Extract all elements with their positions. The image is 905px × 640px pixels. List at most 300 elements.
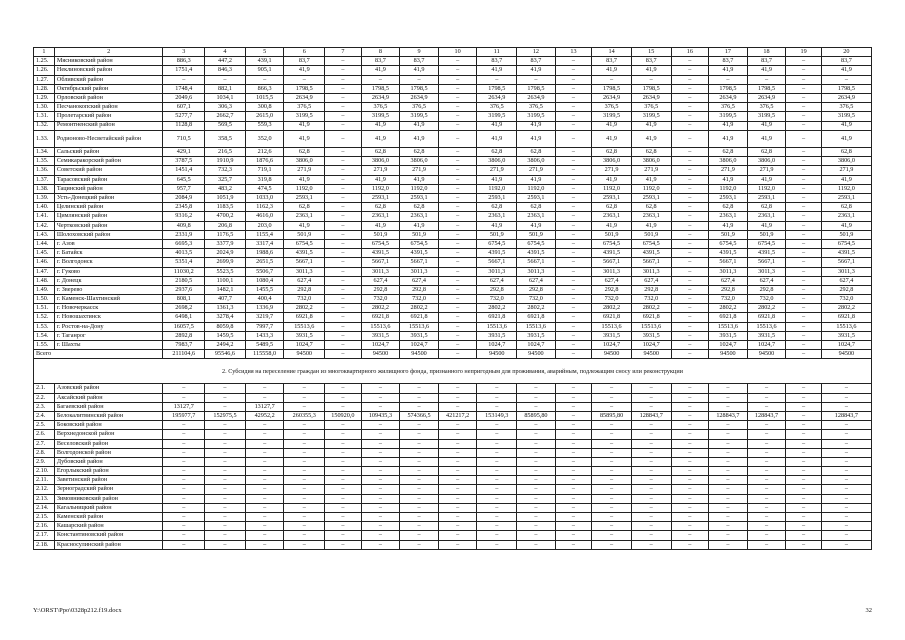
table-cell: 6921,8 bbox=[631, 313, 671, 322]
table-cell: – bbox=[631, 540, 671, 549]
table-cell: 62,8 bbox=[477, 148, 517, 157]
table-cell: 2802,2 bbox=[747, 304, 786, 313]
row-number: 2.2. bbox=[34, 393, 55, 402]
table-cell: 1798,5 bbox=[592, 84, 632, 93]
table-cell: 2634,9 bbox=[747, 93, 786, 102]
table-cell: – bbox=[786, 267, 821, 276]
table-cell: 1155,4 bbox=[245, 230, 284, 239]
total-row bbox=[34, 350, 872, 359]
table-cell: – bbox=[786, 384, 821, 393]
table-cell: 6754,5 bbox=[477, 239, 517, 248]
table-cell: – bbox=[284, 531, 325, 540]
table-cell: – bbox=[747, 467, 786, 476]
table-cell: – bbox=[709, 503, 748, 512]
table-cell: – bbox=[709, 439, 748, 448]
table-cell: – bbox=[555, 430, 592, 439]
table-cell: – bbox=[821, 421, 871, 430]
table-cell: 1336,9 bbox=[245, 304, 284, 313]
row-label: г. Батайск bbox=[54, 249, 163, 258]
table-cell: 2634,9 bbox=[592, 93, 632, 102]
table-cell: – bbox=[592, 467, 632, 476]
table-row bbox=[34, 84, 872, 93]
table-cell: 627,4 bbox=[361, 276, 400, 285]
row-label: г. Ростов-на-Дону bbox=[54, 322, 163, 331]
table-cell: 41,9 bbox=[361, 66, 400, 75]
table-cell: 1192,0 bbox=[631, 184, 671, 193]
table-cell: 2802,2 bbox=[361, 304, 400, 313]
table-cell: 2363,1 bbox=[592, 212, 632, 221]
table-cell: – bbox=[555, 457, 592, 466]
table-cell: 41,9 bbox=[400, 175, 439, 184]
table-cell: – bbox=[163, 393, 205, 402]
table-cell: – bbox=[709, 402, 748, 411]
table-cell: – bbox=[325, 121, 362, 130]
table-cell: – bbox=[205, 503, 246, 512]
table-cell: – bbox=[671, 322, 709, 331]
table-cell: – bbox=[592, 531, 632, 540]
table-cell: 376,5 bbox=[284, 103, 325, 112]
table-cell: – bbox=[555, 402, 592, 411]
table-cell: – bbox=[786, 411, 821, 420]
table-cell: – bbox=[786, 249, 821, 258]
table-cell: 2363,1 bbox=[821, 212, 871, 221]
table-cell: – bbox=[361, 503, 400, 512]
table-cell: – bbox=[555, 121, 592, 130]
table-cell: – bbox=[786, 130, 821, 147]
table-cell: – bbox=[477, 522, 517, 531]
table-cell: 3011,3 bbox=[400, 267, 439, 276]
table-cell: – bbox=[477, 75, 517, 84]
table-cell: – bbox=[361, 421, 400, 430]
row-number: 2.10. bbox=[34, 467, 55, 476]
row-label: Сальский район bbox=[54, 148, 163, 157]
row-label: Пролетарский район bbox=[54, 112, 163, 121]
table-cell: – bbox=[786, 295, 821, 304]
table-cell: 2049,6 bbox=[163, 93, 205, 102]
table-cell: – bbox=[438, 295, 477, 304]
table-cell: 62,8 bbox=[747, 148, 786, 157]
table-cell: 3787,5 bbox=[163, 157, 205, 166]
table-cell: 1183,5 bbox=[205, 203, 246, 212]
table-cell: 94500 bbox=[631, 350, 671, 359]
table-cell: – bbox=[477, 494, 517, 503]
table-cell: 627,4 bbox=[477, 276, 517, 285]
table-cell: – bbox=[821, 503, 871, 512]
row-number: 2.17. bbox=[34, 531, 55, 540]
row-label: Веселовский район bbox=[54, 439, 163, 448]
table-cell: – bbox=[325, 194, 362, 203]
column-header: 1 bbox=[34, 48, 55, 57]
row-number: 2.4. bbox=[34, 411, 55, 420]
table-cell: 62,8 bbox=[400, 203, 439, 212]
table-cell: – bbox=[361, 531, 400, 540]
table-cell: 808,1 bbox=[163, 295, 205, 304]
table-cell: – bbox=[555, 221, 592, 230]
table-cell: – bbox=[205, 457, 246, 466]
table-cell: 271,9 bbox=[631, 166, 671, 175]
table-cell: 2345,8 bbox=[163, 203, 205, 212]
table-cell: 376,5 bbox=[747, 103, 786, 112]
column-header: 6 bbox=[284, 48, 325, 57]
table-cell: – bbox=[477, 384, 517, 393]
row-number: 1.36. bbox=[34, 166, 55, 175]
table-cell: – bbox=[747, 476, 786, 485]
row-label: Зерноградский район bbox=[54, 485, 163, 494]
table-cell: 1361,3 bbox=[205, 304, 246, 313]
table-cell: 501,9 bbox=[400, 230, 439, 239]
table-cell: 1024,7 bbox=[517, 341, 556, 350]
table-cell: 3199,5 bbox=[747, 112, 786, 121]
table-cell: – bbox=[245, 393, 284, 402]
table-cell: – bbox=[163, 522, 205, 531]
row-label: Ремонтненский район bbox=[54, 121, 163, 130]
table-cell: – bbox=[555, 421, 592, 430]
table-cell: – bbox=[555, 503, 592, 512]
table-cell: 957,7 bbox=[163, 184, 205, 193]
table-cell: 2634,9 bbox=[631, 93, 671, 102]
table-cell: 1024,7 bbox=[477, 341, 517, 350]
table-cell: – bbox=[477, 467, 517, 476]
table-cell: 501,9 bbox=[517, 230, 556, 239]
row-number: 1.28. bbox=[34, 84, 55, 93]
table-cell: 8059,8 bbox=[205, 322, 246, 331]
table-cell: – bbox=[438, 304, 477, 313]
table-cell: – bbox=[438, 476, 477, 485]
column-header: 12 bbox=[517, 48, 556, 57]
table-cell: – bbox=[361, 476, 400, 485]
table-cell: 41,9 bbox=[592, 130, 632, 147]
table-row bbox=[34, 93, 872, 102]
table-row bbox=[34, 258, 872, 267]
table-cell: 2651,5 bbox=[245, 258, 284, 267]
table-cell: – bbox=[631, 485, 671, 494]
table-cell: – bbox=[671, 457, 709, 466]
table-cell: – bbox=[163, 75, 205, 84]
budget-table bbox=[33, 47, 872, 550]
table-cell: – bbox=[592, 402, 632, 411]
table-cell: – bbox=[555, 331, 592, 340]
table-cell: 15513,6 bbox=[631, 322, 671, 331]
table-cell: – bbox=[555, 313, 592, 322]
table-cell: – bbox=[163, 503, 205, 512]
table-cell: 1192,0 bbox=[477, 184, 517, 193]
table-cell: – bbox=[671, 467, 709, 476]
table-cell: – bbox=[786, 166, 821, 175]
table-cell: – bbox=[671, 295, 709, 304]
table-cell: 83,7 bbox=[709, 57, 748, 66]
table-cell: 3317,4 bbox=[245, 239, 284, 248]
table-cell: – bbox=[284, 503, 325, 512]
table-cell: – bbox=[747, 402, 786, 411]
table-cell: – bbox=[786, 239, 821, 248]
table-cell: – bbox=[205, 494, 246, 503]
table-cell: – bbox=[245, 540, 284, 549]
table-cell: 2593,1 bbox=[517, 194, 556, 203]
table-cell: – bbox=[325, 93, 362, 102]
table-cell: 15513,6 bbox=[400, 322, 439, 331]
table-cell: – bbox=[555, 540, 592, 549]
table-cell: – bbox=[631, 476, 671, 485]
table-row bbox=[34, 430, 872, 439]
table-cell: 62,8 bbox=[592, 148, 632, 157]
table-cell: – bbox=[786, 103, 821, 112]
table-cell: 2593,1 bbox=[477, 194, 517, 203]
table-cell: 41,9 bbox=[517, 175, 556, 184]
table-cell: – bbox=[361, 384, 400, 393]
table-cell: – bbox=[438, 331, 477, 340]
table-cell: 627,4 bbox=[631, 276, 671, 285]
table-cell: 41,9 bbox=[709, 121, 748, 130]
table-cell: – bbox=[786, 75, 821, 84]
table-cell: – bbox=[555, 57, 592, 66]
table-cell: 2802,2 bbox=[631, 304, 671, 313]
table-cell: 128843,7 bbox=[631, 411, 671, 420]
table-cell: – bbox=[592, 513, 632, 522]
table-cell: – bbox=[786, 221, 821, 230]
row-number: 1.30. bbox=[34, 103, 55, 112]
table-cell: – bbox=[438, 322, 477, 331]
row-number: 1.42. bbox=[34, 221, 55, 230]
table-cell: – bbox=[325, 331, 362, 340]
table-cell: 7997,7 bbox=[245, 322, 284, 331]
table-cell: – bbox=[438, 184, 477, 193]
table-cell: 627,4 bbox=[517, 276, 556, 285]
row-number: 2.13. bbox=[34, 494, 55, 503]
table-cell: 62,8 bbox=[517, 148, 556, 157]
row-label: Советский район bbox=[54, 166, 163, 175]
row-label: г. Гуково bbox=[54, 267, 163, 276]
table-cell: – bbox=[438, 112, 477, 121]
table-cell: – bbox=[821, 457, 871, 466]
table-cell: – bbox=[325, 503, 362, 512]
table-cell: 62,8 bbox=[821, 148, 871, 157]
table-cell: 559,3 bbox=[245, 121, 284, 130]
table-cell: 2363,1 bbox=[709, 212, 748, 221]
table-cell: – bbox=[438, 513, 477, 522]
table-cell: – bbox=[671, 402, 709, 411]
table-cell: 62,8 bbox=[361, 203, 400, 212]
table-cell: – bbox=[555, 384, 592, 393]
table-cell: – bbox=[671, 350, 709, 359]
table-cell: – bbox=[400, 430, 439, 439]
table-cell: – bbox=[438, 93, 477, 102]
table-cell: 41,9 bbox=[747, 221, 786, 230]
table-cell: – bbox=[747, 485, 786, 494]
table-cell: 2634,9 bbox=[400, 93, 439, 102]
table-cell: 292,8 bbox=[592, 285, 632, 294]
table-cell: 6754,5 bbox=[592, 239, 632, 248]
row-number: 1.44. bbox=[34, 239, 55, 248]
table-cell: – bbox=[786, 540, 821, 549]
table-cell: 2363,1 bbox=[747, 212, 786, 221]
table-cell: – bbox=[555, 485, 592, 494]
table-cell: – bbox=[555, 304, 592, 313]
table-row bbox=[34, 267, 872, 276]
table-cell: – bbox=[325, 230, 362, 239]
table-cell: – bbox=[325, 84, 362, 93]
table-cell: 4391,5 bbox=[747, 249, 786, 258]
table-cell: – bbox=[205, 393, 246, 402]
row-label: Кашарский район bbox=[54, 522, 163, 531]
table-cell: – bbox=[747, 384, 786, 393]
table-cell: – bbox=[163, 467, 205, 476]
section-row bbox=[34, 359, 872, 384]
table-cell: – bbox=[631, 448, 671, 457]
table-cell: – bbox=[592, 439, 632, 448]
table-cell: 41,9 bbox=[709, 130, 748, 147]
table-cell: – bbox=[555, 350, 592, 359]
table-cell: 4391,5 bbox=[361, 249, 400, 258]
table-cell: 41,9 bbox=[747, 66, 786, 75]
table-cell: 6921,8 bbox=[517, 313, 556, 322]
table-cell: – bbox=[517, 75, 556, 84]
table-cell: – bbox=[786, 258, 821, 267]
table-cell: 2363,1 bbox=[361, 212, 400, 221]
table-cell: – bbox=[631, 439, 671, 448]
table-cell: – bbox=[361, 522, 400, 531]
table-cell: – bbox=[555, 276, 592, 285]
table-cell: – bbox=[747, 503, 786, 512]
table-cell: 2802,2 bbox=[284, 304, 325, 313]
table-cell: – bbox=[438, 341, 477, 350]
table-cell: 447,2 bbox=[205, 57, 246, 66]
table-cell: 1798,5 bbox=[821, 84, 871, 93]
table-cell: – bbox=[671, 313, 709, 322]
header-row bbox=[34, 48, 872, 57]
table-cell: – bbox=[325, 540, 362, 549]
table-cell: – bbox=[786, 448, 821, 457]
table-cell: – bbox=[163, 448, 205, 457]
table-cell: 358,5 bbox=[205, 130, 246, 147]
table-cell: 5667,1 bbox=[709, 258, 748, 267]
table-cell: – bbox=[325, 421, 362, 430]
table-cell: – bbox=[163, 457, 205, 466]
table-cell: 3011,3 bbox=[477, 267, 517, 276]
table-cell: – bbox=[671, 130, 709, 147]
table-cell: – bbox=[555, 295, 592, 304]
table-cell: 6754,5 bbox=[821, 239, 871, 248]
column-header: 9 bbox=[400, 48, 439, 57]
table-cell: 501,9 bbox=[747, 230, 786, 239]
table-cell: 41,9 bbox=[747, 121, 786, 130]
table-cell: 41,9 bbox=[477, 175, 517, 184]
row-label: Песчанокопский район bbox=[54, 103, 163, 112]
table-cell: – bbox=[631, 494, 671, 503]
table-cell: – bbox=[325, 157, 362, 166]
table-cell: – bbox=[245, 503, 284, 512]
table-cell: – bbox=[555, 494, 592, 503]
row-number: 2.14. bbox=[34, 503, 55, 512]
table-cell: – bbox=[477, 485, 517, 494]
table-cell: – bbox=[786, 322, 821, 331]
table-cell: – bbox=[245, 513, 284, 522]
row-label: Семикаракорский район bbox=[54, 157, 163, 166]
table-row bbox=[34, 239, 872, 248]
table-cell: 2363,1 bbox=[631, 212, 671, 221]
table-cell: 13127,7 bbox=[163, 402, 205, 411]
table-cell: 41,9 bbox=[477, 121, 517, 130]
table-cell: – bbox=[747, 75, 786, 84]
table-cell: – bbox=[671, 430, 709, 439]
table-cell: – bbox=[361, 75, 400, 84]
table-cell: – bbox=[325, 212, 362, 221]
row-label: Верхнедонской район bbox=[54, 430, 163, 439]
table-row bbox=[34, 531, 872, 540]
table-cell: 128843,7 bbox=[821, 411, 871, 420]
table-cell: – bbox=[325, 221, 362, 230]
table-cell: 5506,7 bbox=[245, 267, 284, 276]
table-cell: – bbox=[438, 121, 477, 130]
row-number: 1.33. bbox=[34, 130, 55, 147]
table-cell: 1798,5 bbox=[747, 84, 786, 93]
table-row bbox=[34, 522, 872, 531]
table-cell: 41,9 bbox=[747, 130, 786, 147]
table-cell: 574366,5 bbox=[400, 411, 439, 420]
table-cell: – bbox=[361, 540, 400, 549]
table-cell: 292,8 bbox=[477, 285, 517, 294]
table-cell: – bbox=[671, 148, 709, 157]
table-cell: 5351,4 bbox=[163, 258, 205, 267]
table-cell: – bbox=[477, 393, 517, 402]
table-cell: 3931,5 bbox=[631, 331, 671, 340]
table-cell: – bbox=[517, 402, 556, 411]
table-cell: – bbox=[671, 494, 709, 503]
table-cell: – bbox=[821, 384, 871, 393]
table-cell: 3011,3 bbox=[631, 267, 671, 276]
table-cell: 206,8 bbox=[205, 221, 246, 230]
table-cell: 2892,8 bbox=[163, 331, 205, 340]
table-cell: 1192,0 bbox=[361, 184, 400, 193]
table-cell: – bbox=[325, 304, 362, 313]
table-cell: 41,9 bbox=[631, 121, 671, 130]
table-cell: 319,8 bbox=[245, 175, 284, 184]
row-label: Константиновский район bbox=[54, 531, 163, 540]
table-cell: 2593,1 bbox=[592, 194, 632, 203]
table-row bbox=[34, 411, 872, 420]
table-cell: 1015,5 bbox=[245, 93, 284, 102]
row-label: Тацинский район bbox=[54, 184, 163, 193]
row-label: Дубовский район bbox=[54, 457, 163, 466]
table-cell: 352,0 bbox=[245, 130, 284, 147]
row-number: 1.32. bbox=[34, 121, 55, 130]
table-cell: – bbox=[400, 531, 439, 540]
table-cell: – bbox=[671, 304, 709, 313]
table-cell: – bbox=[555, 230, 592, 239]
table-cell: – bbox=[205, 522, 246, 531]
table-row bbox=[34, 57, 872, 66]
table-row bbox=[34, 457, 872, 466]
table-cell: 41,9 bbox=[361, 175, 400, 184]
table-cell: – bbox=[555, 531, 592, 540]
table-cell: – bbox=[671, 476, 709, 485]
table-cell: – bbox=[671, 249, 709, 258]
table-cell: 83,7 bbox=[400, 57, 439, 66]
table-cell: – bbox=[592, 421, 632, 430]
table-cell: – bbox=[205, 467, 246, 476]
table-cell: – bbox=[517, 457, 556, 466]
table-cell: – bbox=[786, 66, 821, 75]
column-header: 8 bbox=[361, 48, 400, 57]
table-cell: – bbox=[555, 203, 592, 212]
table-cell: – bbox=[671, 166, 709, 175]
table-cell: 501,9 bbox=[592, 230, 632, 239]
table-row bbox=[34, 439, 872, 448]
table-cell: – bbox=[786, 157, 821, 166]
table-cell: 3199,5 bbox=[361, 112, 400, 121]
table-row bbox=[34, 166, 872, 175]
table-cell: – bbox=[671, 93, 709, 102]
table-cell: – bbox=[821, 439, 871, 448]
